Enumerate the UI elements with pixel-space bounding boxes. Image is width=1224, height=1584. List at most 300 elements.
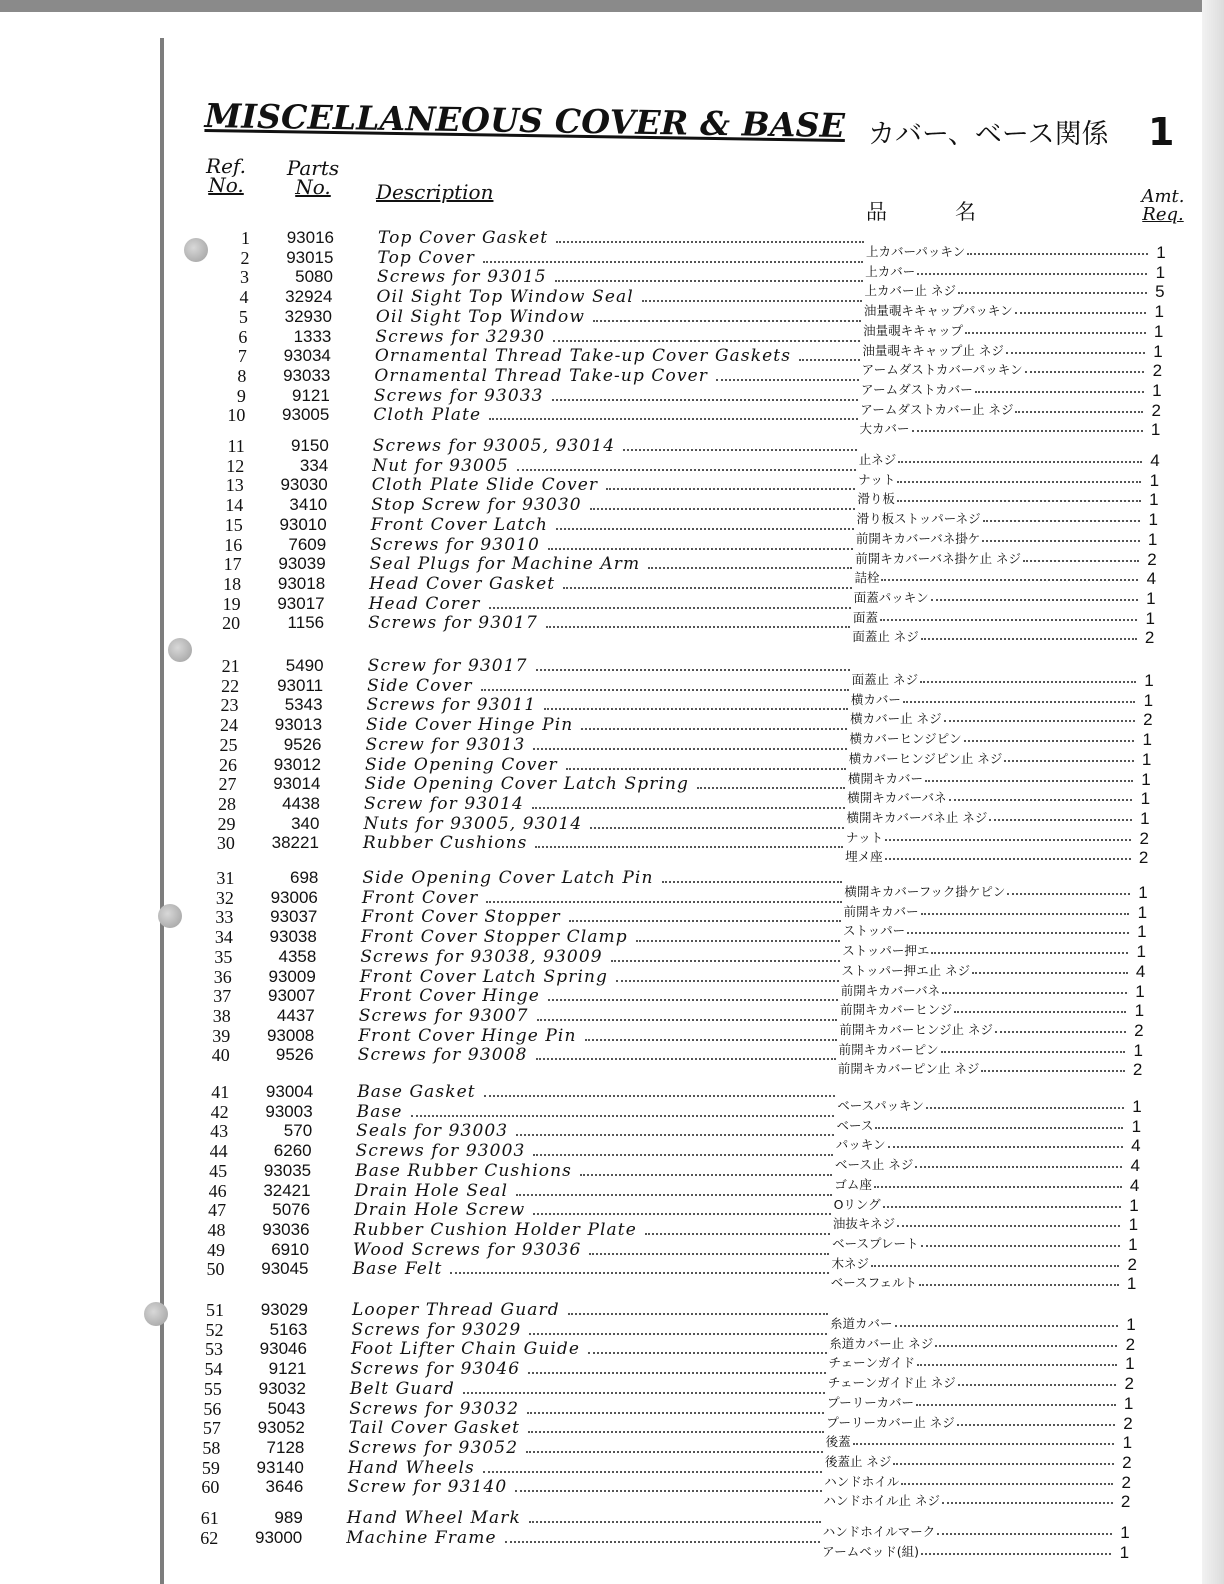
- leader-dots: [648, 567, 852, 569]
- description-text: Head Corer: [368, 593, 481, 614]
- part-description: [367, 695, 851, 715]
- description-text: Screw for 93013: [365, 734, 526, 755]
- leader-dots: [553, 340, 860, 342]
- part-description: [363, 833, 845, 853]
- part-number: 9526: [283, 734, 322, 754]
- leader-dots: [642, 300, 862, 302]
- ref-number: 14: [225, 495, 244, 516]
- leader-dots: [912, 430, 1143, 432]
- part-description: [361, 927, 842, 947]
- amount-required: 2: [1152, 361, 1163, 381]
- ref-number: 2: [240, 247, 250, 268]
- leader-dots: [505, 1541, 820, 1543]
- part-number: 32930: [284, 306, 332, 326]
- ref-number: 36: [213, 966, 232, 987]
- japanese-name-text: 油抜キネジ: [832, 1216, 896, 1232]
- header-amt-line2: Req.: [1142, 204, 1184, 225]
- ref-number: 9: [236, 385, 246, 406]
- description-text: Side Cover Hinge Pin: [366, 715, 574, 736]
- japanese-name-text: アームダストカバーパッキン: [861, 362, 1023, 378]
- part-number: 93017: [277, 593, 325, 613]
- amount-required: 1: [1149, 470, 1160, 490]
- part-number: 4438: [282, 793, 320, 813]
- japanese-name-text: 後蓋止 ネジ: [824, 1453, 892, 1469]
- leader-dots: [517, 469, 856, 471]
- amount-required: 1: [1126, 1315, 1136, 1334]
- page-number: 1: [1148, 110, 1175, 154]
- description-text: Screw for 93014: [363, 793, 524, 814]
- part-description: [363, 814, 845, 834]
- japanese-name-text: 後蓋: [825, 1434, 851, 1450]
- leader-dots: [616, 980, 839, 982]
- part-number: 93140: [256, 1457, 304, 1477]
- part-number: 3410: [289, 495, 328, 515]
- ref-number: 59: [201, 1457, 220, 1478]
- japanese-name-text: 横開キカバー: [848, 770, 924, 786]
- part-description: [372, 475, 858, 495]
- amount-required: 1: [1156, 243, 1166, 262]
- leader-dots: [921, 1553, 1111, 1555]
- amount-required: 1: [1150, 420, 1161, 440]
- japanese-name-text: 止ネジ: [858, 452, 897, 467]
- ref-number: 24: [220, 715, 239, 736]
- part-number: 93003: [265, 1101, 313, 1121]
- japanese-name-text: 面蓋止 ネジ: [852, 629, 919, 645]
- japanese-name-text: ベース止 ネジ: [835, 1157, 914, 1173]
- description-text: Base: [356, 1101, 403, 1122]
- part-description: [366, 735, 849, 755]
- amount-required: 1: [1122, 1433, 1133, 1453]
- leader-dots: [568, 1313, 828, 1315]
- part-number: 93008: [266, 1025, 315, 1045]
- description-text: Side Cover: [367, 675, 473, 696]
- amount-required: 1: [1153, 321, 1164, 341]
- description-text: Looper Thread Guard: [352, 1300, 560, 1320]
- amount-required: 1: [1138, 883, 1148, 902]
- part-number: 7609: [288, 534, 327, 554]
- part-description: [352, 1300, 830, 1320]
- part-number: 93045: [261, 1259, 309, 1279]
- leader-dots: [645, 1233, 830, 1235]
- leader-dots: [483, 261, 863, 263]
- ref-number: 47: [208, 1200, 227, 1221]
- japanese-name: [838, 1059, 1127, 1077]
- part-description: [373, 405, 859, 425]
- amount-required: 1: [1129, 1195, 1139, 1215]
- ref-number: 46: [208, 1180, 227, 1201]
- part-number: 6910: [271, 1239, 310, 1259]
- amount-required: 4: [1130, 1156, 1140, 1176]
- ref-number: 5: [238, 306, 248, 327]
- leader-dots: [515, 1490, 821, 1492]
- japanese-name-text: 油量覗キキャップパッキン: [863, 303, 1013, 319]
- description-text: Hand Wheels: [347, 1457, 475, 1478]
- part-number: 4358: [278, 946, 317, 966]
- ref-number: 55: [203, 1378, 222, 1399]
- japanese-name-text: チェーンガイド止 ネジ: [827, 1375, 956, 1391]
- part-description: [376, 287, 863, 307]
- description-text: Screw for 93017: [367, 656, 528, 676]
- part-number: 1333: [293, 326, 332, 346]
- amount-required: 5: [1155, 282, 1165, 302]
- leader-dots: [981, 1070, 1124, 1072]
- page-title-japanese: カバー、ベース関係: [868, 119, 1109, 150]
- japanese-name-text: アームダストカバー: [860, 381, 973, 397]
- amount-required: 1: [1123, 1393, 1134, 1413]
- part-description: [355, 1181, 834, 1201]
- part-description: [360, 967, 841, 987]
- ref-number: 20: [222, 613, 241, 634]
- page-title: MISCELLANEOUS COVER & BASE: [204, 96, 846, 146]
- amount-required: 2: [1147, 549, 1157, 569]
- table-row: [0, 1527, 1224, 1562]
- ref-number: 32: [215, 887, 234, 908]
- part-number: 93015: [286, 247, 334, 267]
- leader-dots: [563, 587, 852, 589]
- description-text: Top Cover Gasket: [378, 228, 549, 248]
- ref-number: 28: [217, 793, 236, 814]
- part-number: 38221: [271, 833, 319, 853]
- amount-required: 4: [1131, 1136, 1141, 1156]
- description-text: Base Gasket: [357, 1082, 476, 1102]
- japanese-name-text: 糸道カバー: [830, 1316, 893, 1331]
- amount-required: 1: [1137, 922, 1147, 942]
- japanese-name-text: プーリーカバー: [827, 1394, 914, 1410]
- part-number: 93018: [277, 573, 326, 593]
- part-description: [362, 868, 844, 888]
- japanese-name-text: 上カバー: [865, 263, 916, 279]
- description-text: Front Cover Latch Spring: [359, 966, 609, 987]
- leader-dots: [533, 1213, 831, 1215]
- part-description: [359, 1006, 840, 1026]
- part-number: 93016: [286, 228, 334, 247]
- leader-dots: [799, 359, 860, 361]
- japanese-name-text: 滑り板: [857, 491, 895, 507]
- japanese-name-text: 糸道カバー止 ネジ: [829, 1335, 934, 1351]
- japanese-name-text: 上カバー止 ネジ: [864, 283, 957, 299]
- japanese-name: [860, 419, 1145, 437]
- description-text: Nut for 93005: [372, 455, 509, 476]
- header-description: Description: [376, 180, 494, 204]
- part-number: 6260: [273, 1141, 312, 1161]
- leader-dots: [588, 1352, 826, 1354]
- japanese-name-text: チェーンガイド: [828, 1355, 916, 1371]
- description-text: Screws for 93029: [351, 1319, 522, 1340]
- part-number: 93046: [259, 1339, 307, 1359]
- japanese-name-text: 埋メ座: [845, 849, 883, 865]
- amount-required: 2: [1122, 1452, 1132, 1472]
- ref-number: 12: [226, 455, 245, 476]
- part-number: 334: [299, 455, 329, 475]
- part-description: [354, 1220, 833, 1240]
- part-description: [357, 1102, 837, 1122]
- leader-dots: [463, 1392, 825, 1394]
- japanese-name-text: 横カバーヒンジピン止 ネジ: [848, 750, 1003, 766]
- ref-number: 39: [212, 1025, 231, 1046]
- leader-dots: [489, 418, 857, 420]
- leader-dots: [569, 920, 841, 922]
- amount-required: 1: [1128, 1215, 1139, 1235]
- description-text: Rubber Cushions: [362, 833, 528, 854]
- japanese-name-text: ストッパー: [842, 923, 906, 939]
- ref-number: 25: [219, 734, 238, 755]
- leader-dots: [590, 827, 843, 829]
- part-number: 32924: [285, 287, 333, 307]
- japanese-name-text: 面蓋: [853, 609, 879, 625]
- part-number: 3646: [265, 1477, 304, 1497]
- description-text: Ornamental Thread Take-up Cover Gaskets: [374, 346, 792, 367]
- japanese-name-text: 前開キカバーバネ: [840, 982, 941, 998]
- ref-number: 13: [225, 475, 244, 496]
- japanese-name-text: 油量覗キキャップ: [863, 322, 964, 338]
- part-description: [377, 248, 865, 268]
- part-description: [349, 1418, 826, 1438]
- japanese-name-text: 滑り板ストッパーネジ: [856, 511, 981, 527]
- amount-required: 2: [1143, 710, 1153, 730]
- part-description: [354, 1200, 833, 1220]
- japanese-name: [831, 1273, 1121, 1291]
- japanese-name-text: 詰栓: [854, 570, 880, 586]
- amount-required: 1: [1142, 730, 1152, 750]
- leader-dots: [593, 320, 861, 322]
- description-text: Screw for 93140: [347, 1477, 508, 1498]
- description-text: Side Opening Cover: [365, 754, 558, 775]
- part-number: 93052: [257, 1418, 305, 1438]
- japanese-name-text: ナット: [845, 829, 884, 845]
- description-text: Belt Guard: [349, 1378, 455, 1399]
- part-number: 93038: [269, 927, 317, 947]
- table-row: [0, 1045, 1224, 1080]
- ref-number: 19: [222, 593, 241, 614]
- japanese-name: [822, 1542, 1113, 1560]
- part-description: [365, 755, 848, 775]
- part-description: [349, 1399, 826, 1419]
- leader-dots: [544, 708, 848, 710]
- japanese-name-text: プーリーカバー止 ネジ: [826, 1414, 955, 1430]
- amount-required: 1: [1145, 608, 1155, 628]
- leader-dots: [585, 1039, 837, 1041]
- leader-dots: [697, 787, 845, 789]
- description-text: Wood Screws for 93036: [353, 1239, 582, 1260]
- description-text: Screws for 93015: [376, 267, 547, 288]
- leader-dots: [533, 748, 846, 750]
- ref-number: 50: [206, 1259, 225, 1280]
- ref-number: 34: [214, 927, 233, 948]
- part-description: [374, 366, 861, 386]
- japanese-name-text: アームベッド(組): [822, 1543, 919, 1559]
- leader-dots: [942, 1502, 1113, 1504]
- description-text: Front Cover Stopper Clamp: [360, 927, 628, 948]
- japanese-name-text: 横カバー止 ネジ: [850, 711, 942, 727]
- description-text: Machine Frame: [346, 1527, 497, 1548]
- part-description: [351, 1320, 829, 1340]
- description-text: Screws for 93007: [358, 1005, 529, 1026]
- part-number: 93036: [262, 1219, 310, 1239]
- part-number: 93007: [267, 986, 316, 1006]
- leader-dots: [548, 548, 853, 550]
- ref-number: 6: [238, 326, 248, 347]
- leader-dots: [532, 807, 845, 809]
- part-description: [356, 1121, 836, 1141]
- amount-required: 1: [1141, 769, 1151, 789]
- part-number: 93012: [273, 754, 321, 774]
- part-number: 5080: [295, 267, 333, 287]
- part-number: 4437: [276, 1005, 315, 1025]
- japanese-name-text: ベースパッキン: [837, 1098, 924, 1113]
- description-text: Screws for 93052: [348, 1437, 519, 1458]
- header-amt-line1: Amt.: [1141, 186, 1185, 207]
- part-description: [372, 456, 858, 476]
- leader-dots: [516, 1134, 834, 1136]
- japanese-name-text: 横カバーヒンジピン: [849, 731, 962, 747]
- part-description: [350, 1359, 827, 1379]
- part-description: [375, 346, 862, 366]
- part-number: 5343: [284, 695, 323, 715]
- amount-required: 1: [1154, 302, 1164, 322]
- ref-number: 30: [216, 833, 235, 854]
- amount-required: 4: [1150, 451, 1160, 470]
- part-number: 989: [274, 1508, 303, 1527]
- japanese-name-text: 前開キカバーバネ掛ケ: [855, 530, 981, 546]
- part-description: [358, 1026, 838, 1046]
- ref-number: 4: [239, 287, 249, 308]
- leader-dots: [548, 999, 838, 1001]
- amount-required: 1: [1146, 588, 1156, 608]
- leader-dots: [527, 1412, 824, 1414]
- header-parts-line2: No.: [295, 175, 331, 199]
- table-row: [0, 1477, 1224, 1512]
- part-description: [348, 1458, 824, 1478]
- leader-dots: [589, 1253, 829, 1255]
- amount-required: 1: [1149, 490, 1159, 510]
- amount-required: 1: [1153, 341, 1163, 361]
- description-text: Top Cover: [377, 247, 475, 268]
- header-parts-line1: Parts: [286, 156, 340, 180]
- description-text: Oil Sight Top Window: [375, 306, 586, 327]
- part-description: [347, 1508, 823, 1528]
- part-description: [350, 1379, 827, 1399]
- description-text: Base Rubber Cushions: [355, 1160, 573, 1181]
- description-text: Front Cover Hinge: [359, 986, 540, 1007]
- japanese-name-text: パッキン: [835, 1137, 886, 1153]
- description-text: Screws for 93032: [349, 1398, 520, 1419]
- japanese-name-text: 油量覗キキャップ止 ネジ: [862, 342, 1004, 358]
- part-number: 93039: [278, 554, 326, 574]
- description-text: Drain Hole Screw: [354, 1200, 526, 1221]
- leader-dots: [526, 1451, 823, 1453]
- part-number: 93010: [279, 514, 327, 534]
- leader-dots: [556, 528, 854, 530]
- amount-required: 2: [1132, 1060, 1143, 1080]
- amount-required: 1: [1148, 510, 1158, 530]
- amount-required: 4: [1146, 569, 1157, 589]
- amount-required: 1: [1140, 808, 1150, 828]
- japanese-name-text: 前開キカバーヒンジ止 ネジ: [839, 1021, 994, 1037]
- ref-number: 17: [223, 554, 242, 575]
- leader-dots: [529, 1521, 821, 1523]
- ref-number: 42: [210, 1101, 229, 1122]
- japanese-name-text: 木ネジ: [831, 1255, 869, 1271]
- ref-number: 33: [215, 907, 234, 928]
- part-number: 93032: [258, 1378, 306, 1398]
- leader-dots: [921, 638, 1137, 640]
- ref-number: 38: [212, 1005, 231, 1026]
- amount-required: 2: [1134, 1020, 1144, 1040]
- part-description: [378, 228, 866, 248]
- leader-dots: [606, 488, 855, 490]
- part-description: [369, 594, 853, 614]
- leader-dots: [411, 1115, 835, 1117]
- ref-number: 7: [237, 346, 247, 367]
- part-description: [368, 613, 852, 633]
- part-description: [347, 1477, 823, 1497]
- amount-required: 2: [1138, 848, 1149, 868]
- japanese-name-text: ハンドホイルマーク: [822, 1524, 936, 1539]
- amount-required: 1: [1141, 749, 1152, 769]
- ref-number: 26: [219, 754, 237, 775]
- part-number: 340: [291, 813, 320, 833]
- part-number: 698: [290, 868, 319, 887]
- leader-dots: [529, 1333, 827, 1335]
- description-text: Seals for 93003: [356, 1121, 509, 1142]
- description-text: Screws for 93046: [350, 1359, 521, 1380]
- description-text: Front Cover Stopper: [361, 907, 561, 928]
- description-text: Screws for 93017: [368, 613, 538, 634]
- leader-dots: [546, 626, 850, 628]
- part-number: 5076: [272, 1200, 311, 1220]
- part-description: [375, 327, 862, 347]
- leader-dots: [552, 399, 859, 401]
- description-text: Tail Cover Gasket: [348, 1418, 521, 1439]
- description-text: Screws for 93010: [370, 534, 540, 555]
- amount-required: 1: [1134, 1001, 1145, 1021]
- part-description: [371, 515, 856, 535]
- leader-dots: [636, 940, 840, 942]
- table-row: [0, 833, 1224, 868]
- amount-required: 1: [1125, 1354, 1135, 1374]
- ref-number: 29: [217, 813, 236, 834]
- part-description: [353, 1259, 831, 1279]
- part-description: [364, 774, 847, 794]
- amount-required: 1: [1144, 671, 1154, 690]
- part-number: 93013: [274, 715, 323, 735]
- part-description: [370, 554, 855, 574]
- leader-dots: [481, 689, 849, 691]
- ref-number: 45: [209, 1160, 228, 1181]
- amount-required: 1: [1155, 262, 1166, 282]
- part-number: 5163: [269, 1319, 308, 1339]
- japanese-name-text: ストッパー押エ止 ネジ: [841, 962, 971, 978]
- leader-dots: [580, 1174, 832, 1176]
- part-number: 9121: [292, 385, 330, 405]
- leader-dots: [611, 960, 840, 962]
- leader-dots: [536, 669, 850, 671]
- amount-required: 1: [1136, 942, 1146, 962]
- part-description: [362, 888, 844, 908]
- description-text: Screws for 32930: [375, 326, 546, 347]
- part-number: 5043: [267, 1398, 306, 1418]
- japanese-name-text: 面蓋パッキン: [853, 589, 929, 605]
- ref-number: 49: [207, 1239, 226, 1260]
- part-number: 9150: [290, 436, 329, 455]
- ref-number: 21: [221, 656, 240, 676]
- ref-number: 37: [213, 986, 232, 1007]
- part-number: 32421: [263, 1180, 311, 1200]
- part-number: 93005: [282, 405, 330, 425]
- part-number: 93035: [263, 1160, 312, 1180]
- ref-number: 23: [220, 695, 239, 716]
- amount-required: 2: [1124, 1374, 1134, 1394]
